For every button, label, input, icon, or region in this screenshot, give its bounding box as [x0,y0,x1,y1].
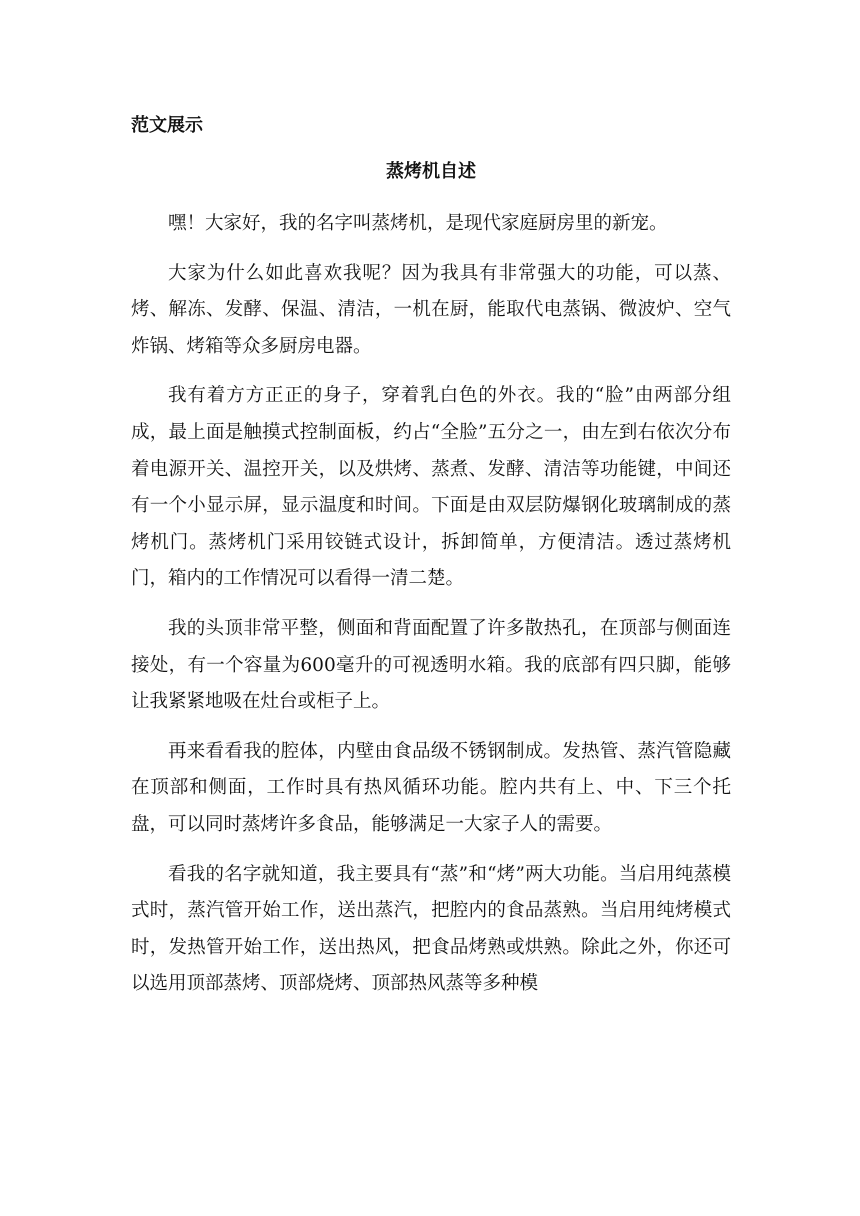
document-page [131,112,731,1016]
paragraph-5: 再来看看我的腔体，内壁由食品级不锈钢制成。发热管、蒸汽管隐藏在顶部和侧面，工作时具有热风循环功能。腔内共有上、中、下三个托盘，可以同时蒸烤许多食品，能够满足一大家子人的需要。 [131,740,731,835]
paragraph-4: 我的头顶非常平整，侧面和背面配置了许多散热孔，在顶部与侧面连接处，有一个容量为600毫升的可视透明水箱。我的底部有四只脚，能够让我紧紧地吸在灶台或柜子上。 [131,617,731,713]
paragraph-1: 嘿！大家好，我的名字叫蒸烤机，是现代家庭厨房里的新宠。 [168,213,668,234]
section-label: 范文展示 [131,115,203,136]
paragraph-2: 大家为什么如此喜欢我呢？因为我具有非常强大的功能，可以蒸、烤、解冻、发酵、保温、清洁，一机在厨，能取代电蒸锅、微波炉、空气炸锅、烤箱等众多厨房电器。 [131,262,731,357]
paragraph-3: 我有着方方正正的身子，穿着乳白色的外衣。我的“脸”由两部分组成，最上面是触摸式控制面板，约占“全脸”五分之一，由左到右依次分布着电源开关、温控开关，以及烘烤、蒸煮、发酵、清洁等功能键，中间还有一个小显示屏，显示温度和时间。下面是由双层防爆钢化玻璃制成的蒸烤机门。蒸烤机门采用铰链式设计，拆卸简单，方便清洁。透过蒸烤机门，箱内的工作情况可以看得一清二楚。 [131,385,731,590]
paragraph-6: 看我的名字就知道，我主要具有“蒸”和“烤”两大功能。当启用纯蒸模式时，蒸汽管开始工作，送出蒸汽，把腔内的食品蒸熟。当启用纯烤模式时，发热管开始工作，送出热风，把食品烤熟或烘熟。除此之外，你还可以选用顶部蒸烤、顶部烧烤、顶部热风蒸等多种模 [131,863,731,995]
document-title: 蒸烤机自述 [386,161,476,182]
